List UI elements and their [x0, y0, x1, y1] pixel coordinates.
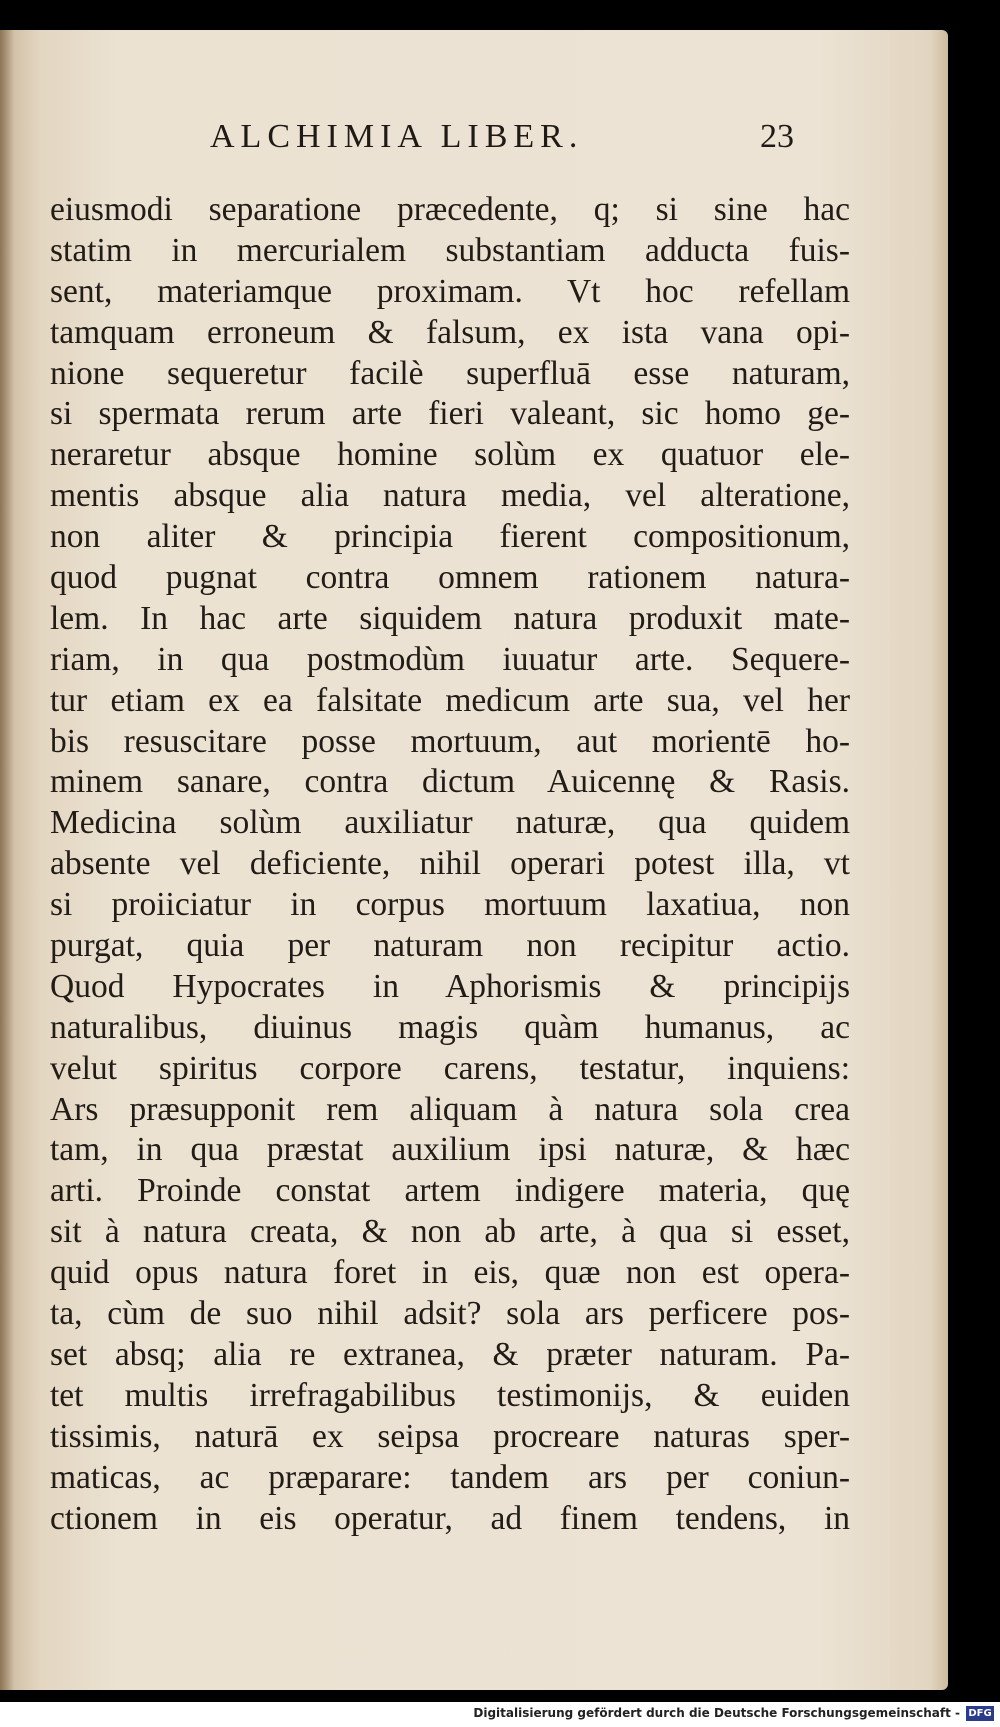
dfg-logo: DFG: [966, 1706, 994, 1721]
funding-credit: Digitalisierung gefördert durch die Deutsche Forschungsgemeinschaft -: [473, 1706, 960, 1720]
text-line: tam, in qua præstat auxilium ipsi naturæ, & hæc: [50, 1131, 850, 1169]
running-title: ALCHIMIA LIBER.: [210, 118, 584, 155]
text-line: tissimis, naturā ex seipsa procreare naturas sper-: [50, 1417, 850, 1455]
text-line: Medicina solùm auxiliatur naturæ, qua quidem: [50, 804, 850, 842]
text-line: si proiiciatur in corpus mortuum laxatiua, non: [50, 886, 850, 924]
page-number: 23: [760, 118, 794, 155]
text-line: lem. In hac arte siquidem natura produxit mate-: [50, 599, 850, 637]
text-line: purgat, quia per naturam non recipitur actio.: [50, 927, 850, 965]
text-line: minem sanare, contra dictum Auicennę & Rasis.: [50, 763, 850, 801]
text-line: velut spiritus corpore carens, testatur, inquiens:: [50, 1049, 850, 1087]
text-line: maticas, ac præparare: tandem ars per coniun-: [50, 1458, 850, 1496]
text-line: neraretur absque homine solùm ex quatuor ele-: [50, 436, 850, 474]
text-line: ctionem in eis operatur, ad finem tendens, in: [50, 1499, 850, 1537]
text-line: si spermata rerum arte fieri valeant, sic homo ge-: [50, 395, 850, 433]
body-text: [50, 190, 850, 1539]
text-line: set absq; alia re extranea, & præter naturam. Pa-: [50, 1335, 850, 1373]
text-line: mentis absque alia natura media, vel alteratione,: [50, 477, 850, 515]
text-line: absente vel deficiente, nihil operari potest illa, vt: [50, 845, 850, 883]
text-line: tur etiam ex ea falsitate medicum arte sua, vel her: [50, 681, 850, 719]
text-line: non aliter & principia fierent compositionum,: [50, 518, 850, 556]
text-line: naturalibus, diuinus magis quàm humanus, ac: [50, 1008, 850, 1046]
footer-bar: [0, 1702, 1000, 1727]
text-line: sit à natura creata, & non ab arte, à qua si esset,: [50, 1213, 850, 1251]
text-line: quid opus natura foret in eis, quæ non est opera-: [50, 1254, 850, 1292]
text-line: tamquam erroneum & falsum, ex ista vana opi-: [50, 313, 850, 351]
book-page: [0, 30, 948, 1690]
text-line: ta, cùm de suo nihil adsit? sola ars perficere pos-: [50, 1295, 850, 1333]
text-line: arti. Proinde constat artem indigere materia, quę: [50, 1172, 850, 1210]
text-line: riam, in qua postmodùm iuuatur arte. Sequere-: [50, 640, 850, 678]
text-line: quod pugnat contra omnem rationem natura-: [50, 559, 850, 597]
text-line: statim in mercurialem substantiam adducta fuis-: [50, 231, 850, 269]
page-binding-shadow: [0, 30, 14, 1690]
text-line: sent, materiamque proximam. Vt hoc refellam: [50, 272, 850, 310]
text-line: tet multis irrefragabilibus testimonijs, & euiden: [50, 1376, 850, 1414]
text-line: Quod Hypocrates in Aphorismis & principijs: [50, 967, 850, 1005]
text-line: Ars præsupponit rem aliquam à natura sola crea: [50, 1090, 850, 1128]
text-line: eiusmodi separatione præcedente, q; si sine hac: [50, 191, 850, 228]
text-line: nione sequeretur facilè superfluā esse naturam,: [50, 354, 850, 392]
text-line: bis resuscitare posse mortuum, aut morientē ho-: [50, 722, 850, 760]
